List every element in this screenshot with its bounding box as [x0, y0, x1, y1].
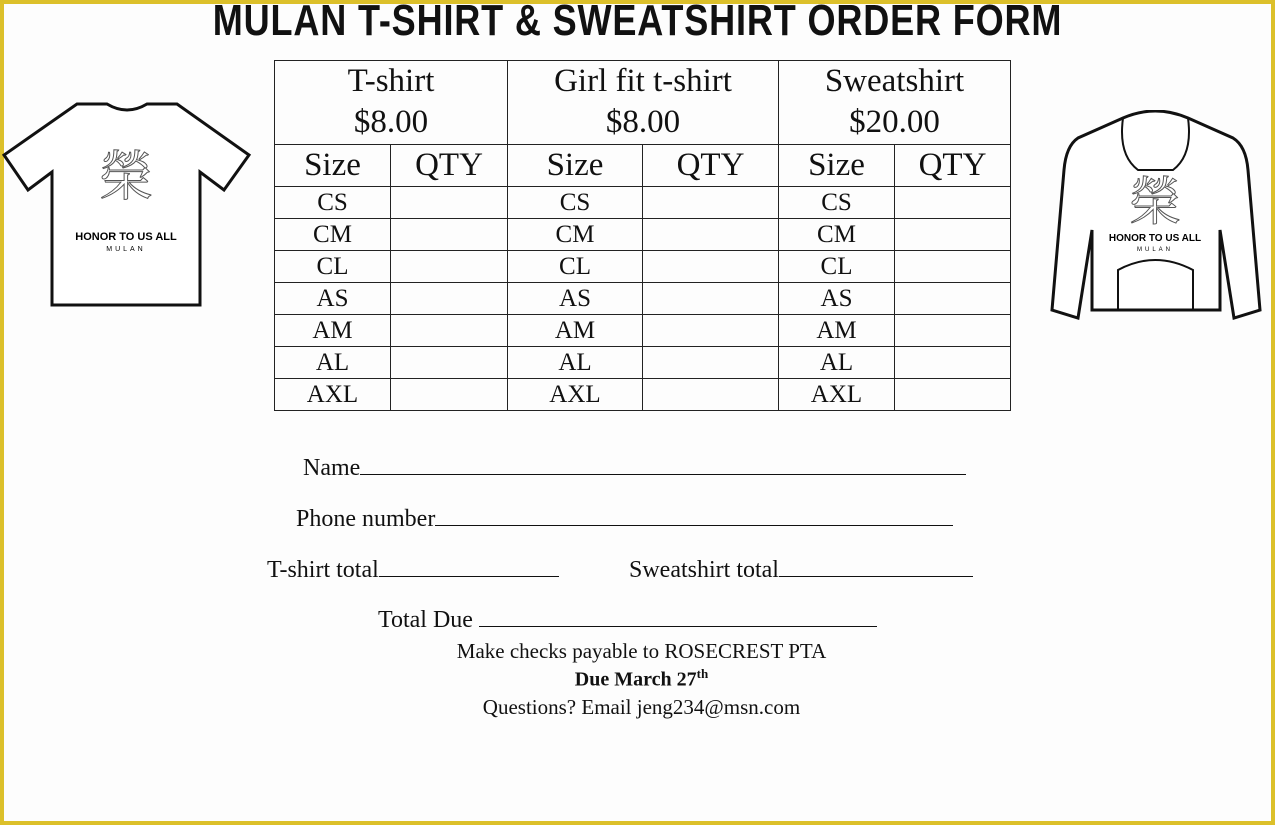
size-label: AL: [275, 346, 391, 378]
size-label: CL: [275, 250, 391, 282]
size-label: AL: [779, 346, 895, 378]
size-label: AS: [275, 282, 391, 314]
due-date: Due March 27th: [574, 666, 709, 691]
size-label: AM: [275, 314, 391, 346]
qty-input-cell[interactable]: [643, 314, 779, 346]
size-label: AXL: [508, 378, 643, 410]
size-row: [275, 250, 1011, 282]
qty-input-cell[interactable]: [391, 218, 508, 250]
size-label: CS: [779, 186, 895, 218]
qty-input-cell[interactable]: [643, 250, 779, 282]
qty-input-cell[interactable]: [391, 186, 508, 218]
qty-input-cell[interactable]: [895, 186, 1011, 218]
qty-input-cell[interactable]: [643, 282, 779, 314]
size-label: AS: [508, 282, 643, 314]
size-label: CL: [779, 250, 895, 282]
qty-input-cell[interactable]: [643, 378, 779, 410]
qty-input-cell[interactable]: [391, 250, 508, 282]
product-header-tshirt: T-shirt $8.00: [275, 61, 508, 145]
size-label: AXL: [275, 378, 391, 410]
order-table: [274, 60, 1011, 411]
qty-input-cell[interactable]: [643, 218, 779, 250]
qty-header: QTY: [895, 144, 1011, 186]
svg-text:MULAN: MULAN: [1136, 247, 1174, 253]
size-label: AS: [779, 282, 895, 314]
qty-input-cell[interactable]: [391, 314, 508, 346]
qty-input-cell[interactable]: [895, 314, 1011, 346]
size-header: Size: [275, 144, 391, 186]
size-label: AXL: [779, 378, 895, 410]
sweatshirt-total-field[interactable]: Sweatshirt total: [629, 556, 973, 584]
svg-text:榮: 榮: [1128, 173, 1182, 233]
qty-input-cell[interactable]: [643, 346, 779, 378]
size-label: CS: [275, 186, 391, 218]
qty-header: QTY: [643, 144, 779, 186]
size-label: AM: [508, 314, 643, 346]
size-row: [275, 314, 1011, 346]
qty-header: QTY: [391, 144, 508, 186]
size-label: CL: [508, 250, 643, 282]
qty-input-cell[interactable]: [391, 282, 508, 314]
phone-field[interactable]: Phone number: [296, 505, 953, 533]
size-label: CM: [779, 218, 895, 250]
size-header: Size: [779, 144, 895, 186]
qty-input-cell[interactable]: [643, 186, 779, 218]
questions-contact: Questions? Email jeng234@msn.com: [482, 695, 801, 719]
size-label: CS: [508, 186, 643, 218]
qty-input-cell[interactable]: [391, 346, 508, 378]
form-title: MULAN T-SHIRT & SWEATSHIRT ORDER FORM: [212, 0, 1063, 45]
size-label: CM: [275, 218, 391, 250]
svg-text:榮: 榮: [99, 145, 153, 208]
hoodie-illustration: [1048, 110, 1263, 326]
size-label: AM: [779, 314, 895, 346]
product-header-sweatshirt: Sweatshirt $20.00: [779, 61, 1011, 145]
size-label: CM: [508, 218, 643, 250]
name-field[interactable]: Name: [303, 454, 966, 482]
size-row: [275, 378, 1011, 410]
size-row: [275, 282, 1011, 314]
total-due-field[interactable]: Total Due: [378, 606, 877, 634]
size-label: AL: [508, 346, 643, 378]
product-header-girl-fit: Girl fit t-shirt $8.00: [508, 61, 779, 145]
size-row: [275, 218, 1011, 250]
qty-input-cell[interactable]: [895, 218, 1011, 250]
svg-text:HONOR TO US ALL: HONOR TO US ALL: [1108, 233, 1202, 244]
qty-input-cell[interactable]: [895, 282, 1011, 314]
tshirt-illustration: [2, 100, 254, 310]
size-row: [275, 346, 1011, 378]
qty-input-cell[interactable]: [895, 250, 1011, 282]
svg-text:MULAN: MULAN: [106, 246, 146, 253]
svg-text:HONOR TO US ALL: HONOR TO US ALL: [75, 231, 177, 243]
checks-note: Make checks payable to ROSECREST PTA: [456, 639, 827, 663]
size-header: Size: [508, 144, 643, 186]
tshirt-total-field[interactable]: T-shirt total: [267, 556, 559, 584]
qty-input-cell[interactable]: [895, 346, 1011, 378]
qty-input-cell[interactable]: [895, 378, 1011, 410]
qty-input-cell[interactable]: [391, 378, 508, 410]
size-row: [275, 186, 1011, 218]
